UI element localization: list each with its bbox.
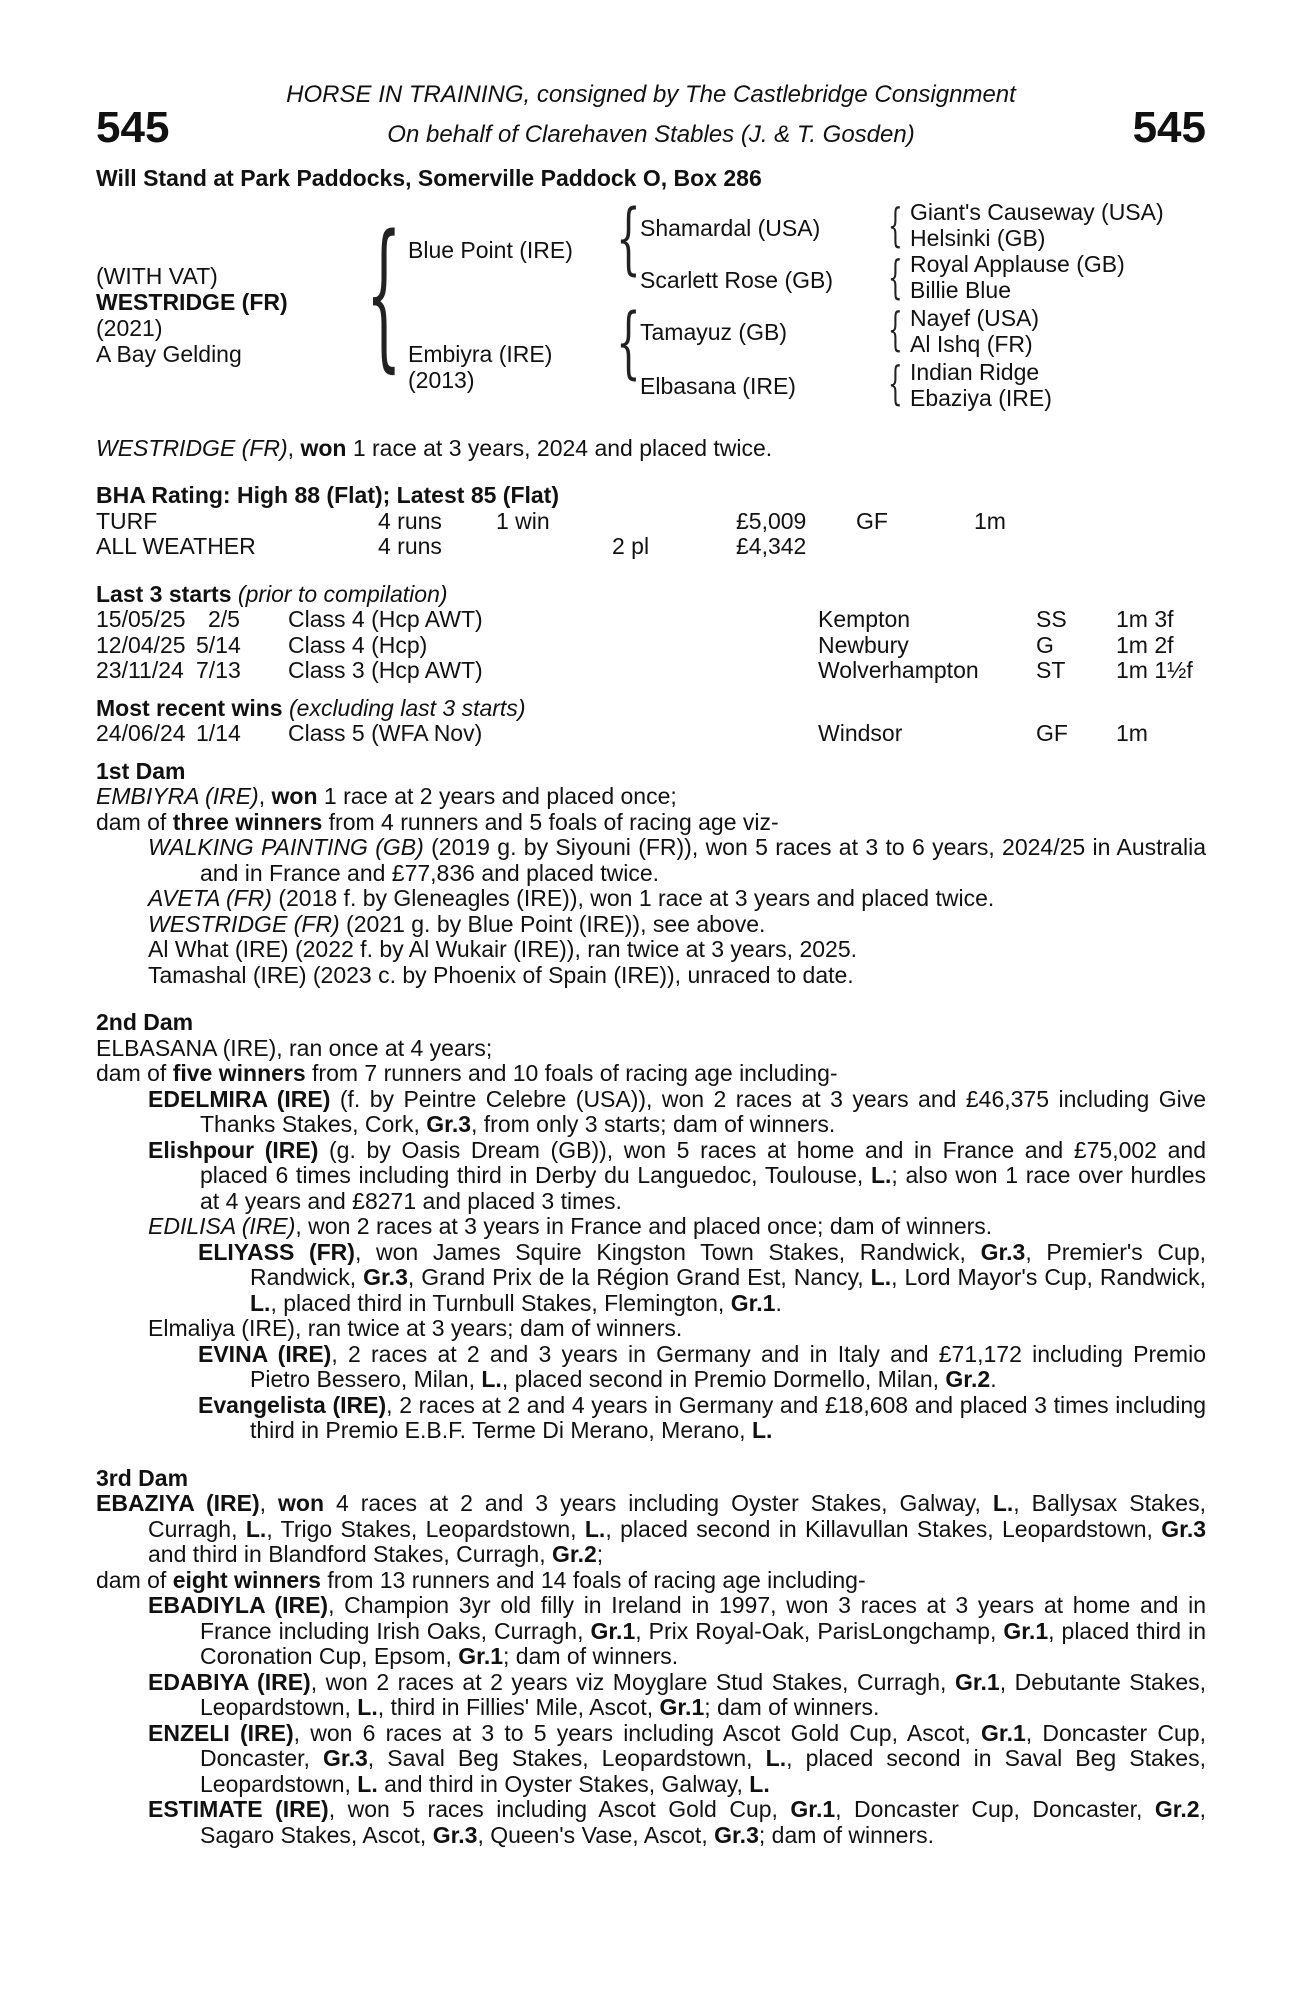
dam-dam-sire: Indian Ridge [910, 358, 1040, 385]
pedigree-brace-dam: { [616, 297, 641, 388]
offspring-text: (2022 f. by Al Wukair (IRE)), ran twice at 3 years, 2025. [288, 936, 857, 962]
start-row [96, 607, 1206, 633]
produce-name: ESTIMATE (IRE) [148, 1796, 329, 1822]
last-starts-title [96, 582, 1206, 608]
recent-wins-note: (excluding last 3 starts) [282, 694, 526, 721]
produce-entry [96, 1138, 1206, 1215]
record-text: , Ballysax Stakes, Curragh, [148, 1490, 1206, 1542]
produce-text: , placed second in Premio Dormello, Milan, [501, 1366, 946, 1392]
start-course: Wolverhampton [818, 657, 979, 683]
start-position: 7/13 [196, 657, 241, 683]
produce-entry [96, 1670, 1206, 1721]
grade-label: Gr.1 [954, 1668, 1000, 1695]
first-dam-record-text: 1 race at 2 years and placed once; [317, 783, 677, 809]
placings: 2 pl [612, 533, 650, 559]
offspring-entry [96, 937, 1206, 963]
sire-sire-sire: Giant's Causeway (USA) [910, 198, 1164, 225]
rating-row [96, 509, 1206, 535]
first-dam-name: EMBIYRA (IRE) [96, 783, 259, 809]
produce-text: ; also won 1 race over hurdles at 4 years and £8271 and placed 3 times. [200, 1162, 1206, 1214]
listed-label: L. [245, 1515, 267, 1542]
dam-sire-dam: Al Ishq (FR) [910, 330, 1033, 357]
listed-label: L. [250, 1289, 271, 1316]
produce-text: (g. by Oasis Dream (GB)), won 5 races at home and in France and £75,002 and placed 6 times including third in Derby du Languedoc, Toulouse, [200, 1136, 1206, 1188]
third-dam-heading: 3rd Dam [96, 1464, 189, 1491]
catalogue-page [96, 78, 1206, 1848]
listed-label: L. [870, 1264, 892, 1290]
lot-number-right: 545 [1132, 103, 1206, 152]
listed-label: L. [992, 1490, 1014, 1516]
third-dam-record: EBAZIYA (IRE), won 4 races at 2 and 3 years including Oyster Stakes, Galway, L., Ballysax Stakes, Curragh, L., Trigo Stakes, Leopardstown, L., placed second in Killavullan Stakes, Leopardstown, Gr.3 and third in Blandford Stakes, Curragh, Gr.2; [96, 1490, 1207, 1567]
start-race: Class 4 (Hcp AWT) [288, 606, 483, 632]
race-summary: WESTRIDGE (FR), won 1 race at 3 years, 2024 and placed twice. [96, 434, 773, 461]
produce-text: , Queen's Vase, Ascot, [477, 1821, 715, 1848]
summary-horse-name: WESTRIDGE (FR) [96, 434, 288, 461]
recent-wins-section [96, 696, 1206, 747]
grade-label: Gr.3 [980, 1238, 1026, 1265]
produce-text: , from only 3 starts; dam of winners. [471, 1111, 836, 1137]
pedigree-brace-2: { [888, 249, 903, 304]
grade-label: Gr.2 [552, 1541, 597, 1567]
start-race: Class 4 (Hcp) [288, 631, 428, 658]
sire-dam-dam: Billie Blue [910, 276, 1011, 303]
grand-produce-entry [148, 1393, 1206, 1444]
produce-text: , won 2 races at 3 years in France and placed once; dam of winners. [295, 1213, 993, 1239]
win-distance: 1m [1116, 720, 1148, 746]
produce-text: , placed third in Coronation Cup, Epsom, [200, 1617, 1206, 1669]
produce-name: EBADIYLA (IRE) [148, 1592, 329, 1618]
offspring-name: Al What (IRE) [148, 936, 289, 962]
produce-text: , won 5 races including Ascot Gold Cup, [328, 1796, 791, 1822]
pedigree-brace-1: { [888, 197, 903, 252]
listed-label: L. [870, 1162, 892, 1188]
produce-text: , Doncaster Cup, Doncaster, [200, 1719, 1206, 1771]
win-course: Windsor [818, 720, 903, 746]
wins: 1 win [496, 507, 550, 534]
first-dam-record: EMBIYRA (IRE), won 1 race at 2 years and placed once; [96, 783, 677, 809]
horse-description: A Bay Gelding [96, 340, 242, 367]
offspring-entry [96, 835, 1206, 886]
produce-name: ENZELI (IRE) [148, 1719, 294, 1746]
prize: £5,009 [736, 507, 807, 534]
pedigree-brace-4: { [888, 355, 903, 410]
start-going: SS [1036, 606, 1067, 632]
rating-section [96, 483, 1206, 560]
lot-number-left: 545 [96, 103, 170, 152]
start-course: Kempton [818, 606, 911, 632]
summary-won: won [300, 434, 347, 461]
produce-prefix: dam of [96, 1060, 173, 1086]
grade-label: Gr.1 [590, 1617, 636, 1644]
grade-label: Gr.3 [432, 1821, 478, 1848]
win-position: 1/14 [196, 720, 241, 746]
grand-produce-entry [148, 1240, 1206, 1317]
pedigree-brace-3: { [888, 301, 903, 356]
dam-dam-dam: Ebaziya (IRE) [910, 384, 1052, 411]
horse-name: WESTRIDGE (FR) [96, 288, 288, 315]
lot-header [96, 78, 1206, 156]
offspring-text: (2018 f. by Gleneagles (IRE)), won 1 race at 3 years and placed twice. [271, 885, 995, 911]
produce-entry [96, 1797, 1206, 1848]
sire-dam: Scarlett Rose (GB) [640, 266, 833, 293]
grade-label: Gr.3 [426, 1111, 472, 1137]
grade-label: Gr.3 [323, 1745, 368, 1771]
produce-name: EVINA (IRE) [198, 1340, 332, 1367]
produce-name: EDILISA (IRE) [148, 1213, 296, 1239]
pedigree-brace-main: { [366, 199, 402, 387]
win-race: Class 5 (WFA Nov) [288, 720, 483, 746]
start-position: 5/14 [196, 631, 241, 658]
offspring-entry [96, 886, 1206, 912]
offspring-text: (2023 c. by Phoenix of Spain (IRE)), unraced to date. [306, 961, 854, 988]
grade-label: Gr.1 [981, 1719, 1026, 1746]
dam-dam: Elbasana (IRE) [640, 372, 796, 399]
start-row [96, 658, 1206, 684]
listed-label: L. [749, 1770, 770, 1797]
produce-entry [96, 1721, 1206, 1798]
produce-name: EDABIYA (IRE) [148, 1668, 311, 1695]
runs: 4 runs [378, 507, 442, 534]
second-dam-heading: 2nd Dam [96, 1009, 194, 1035]
second-dam-record: ELBASANA (IRE), ran once at 4 years; [96, 1034, 493, 1061]
pedigree-table [96, 193, 1206, 416]
surface: ALL WEATHER [96, 533, 256, 559]
third-dam-section [96, 1466, 1206, 1849]
produce-text: ; dam of winners. [503, 1643, 679, 1669]
offspring-name: AVETA (FR) [148, 885, 272, 911]
win-going: GF [1036, 720, 1068, 746]
start-date: 15/05/25 [96, 606, 186, 632]
record-text: and third in Blandford Stakes, Curragh, [148, 1541, 553, 1567]
listed-label: L. [357, 1694, 378, 1720]
start-race: Class 3 (Hcp AWT) [288, 657, 483, 683]
produce-prefix: dam of [96, 1566, 173, 1593]
grade-label: Gr.1 [659, 1694, 705, 1720]
produce-text: , won 6 races at 3 to 5 years including Ascot Gold Cup, Ascot, [293, 1719, 982, 1746]
produce-suffix: from 13 runners and 14 foals of racing age including- [320, 1566, 866, 1593]
rating-title: BHA Rating: High 88 (Flat); Latest 85 (Flat) [96, 482, 559, 508]
produce-text: , 2 races at 2 and 3 years in Germany and in Italy and £71,172 including Premio Pietro Bessero, Milan, [250, 1340, 1206, 1392]
produce-text: , Lord Mayor's Cup, Randwick, [891, 1264, 1207, 1290]
produce-entry: Elmaliya (IRE), ran twice at 3 years; dam of winners. [148, 1315, 683, 1341]
first-dam-produce-line [96, 810, 1206, 836]
first-dam-section [96, 759, 1206, 989]
offspring-text: (2021 g. by Blue Point (IRE)), see above. [339, 910, 766, 937]
third-dam-produce-line [96, 1568, 1206, 1594]
produce-suffix: from 7 runners and 10 foals of racing age including- [305, 1060, 838, 1086]
produce-winners: five winners [172, 1060, 306, 1086]
win-date: 24/06/24 [96, 720, 186, 746]
grade-label: Gr.1 [1003, 1617, 1049, 1644]
produce-text: , Debutante Stakes, Leopardstown, [200, 1668, 1206, 1720]
produce-name: Elishpour (IRE) [148, 1136, 319, 1163]
stand-location: Will Stand at Park Paddocks, Somerville Paddock O, Box 286 [96, 165, 762, 191]
grade-label: Gr.1 [730, 1289, 776, 1316]
listed-label: L. [751, 1417, 773, 1443]
produce-text: . [775, 1289, 782, 1316]
first-dam-won: won [271, 783, 318, 809]
grade-label: Gr.3 [1161, 1515, 1207, 1542]
offspring-name: WALKING PAINTING (GB) [148, 834, 424, 860]
record-text: 4 races at 2 and 3 years including Oyster Stakes, Galway, [324, 1490, 993, 1516]
produce-entry [96, 1214, 1206, 1240]
produce-text: , Champion 3yr old filly in Ireland in 1997, won 3 races at 3 years at home and in France including Irish Oaks, Curragh, [200, 1592, 1206, 1644]
grade-label: Gr.1 [458, 1643, 504, 1669]
listed-label: L. [357, 1770, 378, 1797]
last-starts-heading: Last 3 starts [96, 580, 232, 607]
produce-text: , won 2 races at 2 years viz Moyglare Stud Stakes, Curragh, [310, 1668, 955, 1695]
produce-text: , won James Squire Kingston Town Stakes, Randwick, [354, 1238, 981, 1265]
vendor-line: On behalf of Clarehaven Stables (J. & T. Gosden) [387, 121, 915, 148]
grade-label: Gr.1 [790, 1796, 836, 1822]
first-dam-heading: 1st Dam [96, 757, 186, 784]
produce-text: ; dam of winners. [704, 1694, 880, 1720]
produce-text: , Premier's Cup, Randwick, [250, 1238, 1207, 1290]
start-position: 2/5 [208, 606, 240, 632]
prize: £4,342 [736, 533, 807, 559]
distance: 1m [974, 507, 1006, 534]
produce-entry [96, 1087, 1206, 1138]
sire-dam-sire: Royal Applause (GB) [910, 250, 1125, 277]
offspring-name: WESTRIDGE (FR) [148, 910, 340, 937]
last-starts-section [96, 582, 1206, 684]
summary-text: 1 race at 3 years, 2024 and placed twice. [346, 434, 773, 461]
start-distance: 1m 3f [1116, 606, 1174, 632]
third-dam-won: won [278, 1490, 325, 1516]
listed-label: L. [765, 1745, 787, 1771]
start-date: 23/11/24 [96, 657, 184, 683]
produce-text: , Saval Beg Stakes, Leopardstown, [367, 1745, 766, 1771]
runs: 4 runs [378, 533, 442, 559]
start-course: Newbury [818, 631, 909, 658]
second-dam-section [96, 1010, 1206, 1444]
produce-text: , Sagaro Stakes, Ascot, [200, 1796, 1206, 1848]
vat-note: (WITH VAT) [96, 262, 218, 289]
record-text: , placed second in Killavullan Stakes, Leopardstown, [605, 1515, 1162, 1542]
grand-produce-entry [148, 1342, 1206, 1393]
win-row [96, 721, 1206, 747]
offspring-text: (2019 g. by Siyouni (FR)), won 5 races at 3 to 6 years, 2024/25 in Australia and in France and £77,836 and placed twice. [200, 834, 1206, 886]
produce-text: and third in Oyster Stakes, Galway, [377, 1770, 750, 1797]
start-row [96, 633, 1206, 659]
produce-text: , Prix Royal-Oak, ParisLongchamp, [635, 1617, 1004, 1644]
produce-text: , third in Fillies' Mile, Ascot, [377, 1694, 660, 1720]
grade-label: Gr.2 [1154, 1796, 1200, 1822]
horse-year: (2021) [96, 314, 163, 341]
produce-name: EDELMIRA (IRE) [148, 1085, 331, 1112]
produce-text: ; dam of winners. [758, 1821, 935, 1848]
second-dam-produce-line [96, 1061, 1206, 1087]
listed-label: L. [584, 1515, 606, 1542]
produce-entry [96, 1593, 1206, 1670]
sire-name: Blue Point (IRE) [408, 236, 573, 263]
rating-row [96, 534, 1206, 560]
pedigree-brace-sire: { [616, 193, 641, 284]
grade-label: Gr.3 [363, 1264, 408, 1290]
last-starts-note: (prior to compilation) [231, 580, 448, 607]
offspring-entry [96, 963, 1206, 989]
start-distance: 1m 1½f [1116, 657, 1193, 683]
record-text: ; [596, 1541, 604, 1567]
sire-sire-dam: Helsinki (GB) [910, 224, 1046, 251]
produce-text: , placed second in Saval Beg Stakes, Leopardstown, [200, 1745, 1206, 1797]
start-date: 12/04/25 [96, 631, 186, 658]
dam-year: (2013) [408, 366, 475, 393]
sire-sire: Shamardal (USA) [640, 214, 821, 241]
going: GF [856, 507, 888, 534]
produce-text: , Grand Prix de la Région Grand Est, Nancy, [407, 1264, 871, 1290]
dam-name: Embiyra (IRE) [408, 340, 553, 367]
recent-wins-title [96, 696, 1206, 722]
third-dam-name: EBAZIYA (IRE) [96, 1490, 260, 1516]
produce-prefix: dam of [96, 808, 173, 835]
recent-wins-heading: Most recent wins [96, 694, 283, 721]
produce-name: Evangelista (IRE) [198, 1391, 387, 1418]
dam-sire-sire: Nayef (USA) [910, 304, 1040, 331]
produce-text: (f. by Peintre Celebre (USA)), won 2 races at 3 years and £46,375 including Give Thanks Stakes, Cork, [200, 1085, 1206, 1137]
record-text: , Trigo Stakes, Leopardstown, [266, 1515, 585, 1542]
offspring-name: Tamashal (IRE) [148, 961, 307, 988]
dam-sire: Tamayuz (GB) [640, 318, 787, 345]
offspring-entry [96, 912, 1206, 938]
consignment-line: HORSE IN TRAINING, consigned by The Castlebridge Consignment [286, 81, 1016, 108]
start-going: ST [1036, 657, 1066, 683]
grade-label: Gr.3 [714, 1821, 759, 1848]
produce-text: , Doncaster Cup, Doncaster, [835, 1796, 1155, 1822]
produce-name: ELIYASS (FR) [198, 1238, 355, 1265]
produce-text: . [990, 1366, 997, 1392]
produce-suffix: from 4 runners and 5 foals of racing age viz- [322, 808, 779, 835]
start-distance: 1m 2f [1116, 631, 1174, 658]
produce-winners: eight winners [172, 1566, 321, 1593]
produce-text: , placed third in Turnbull Stakes, Flemington, [270, 1289, 731, 1316]
produce-text: , 2 races at 2 and 4 years in Germany and £18,608 and placed 3 times including third in Premio E.B.F. Terme Di Merano, Merano, [250, 1391, 1206, 1443]
surface: TURF [96, 507, 158, 534]
grade-label: Gr.2 [945, 1366, 991, 1392]
start-going: G [1036, 631, 1054, 658]
produce-winners: three winners [172, 808, 323, 835]
listed-label: L. [481, 1366, 502, 1392]
